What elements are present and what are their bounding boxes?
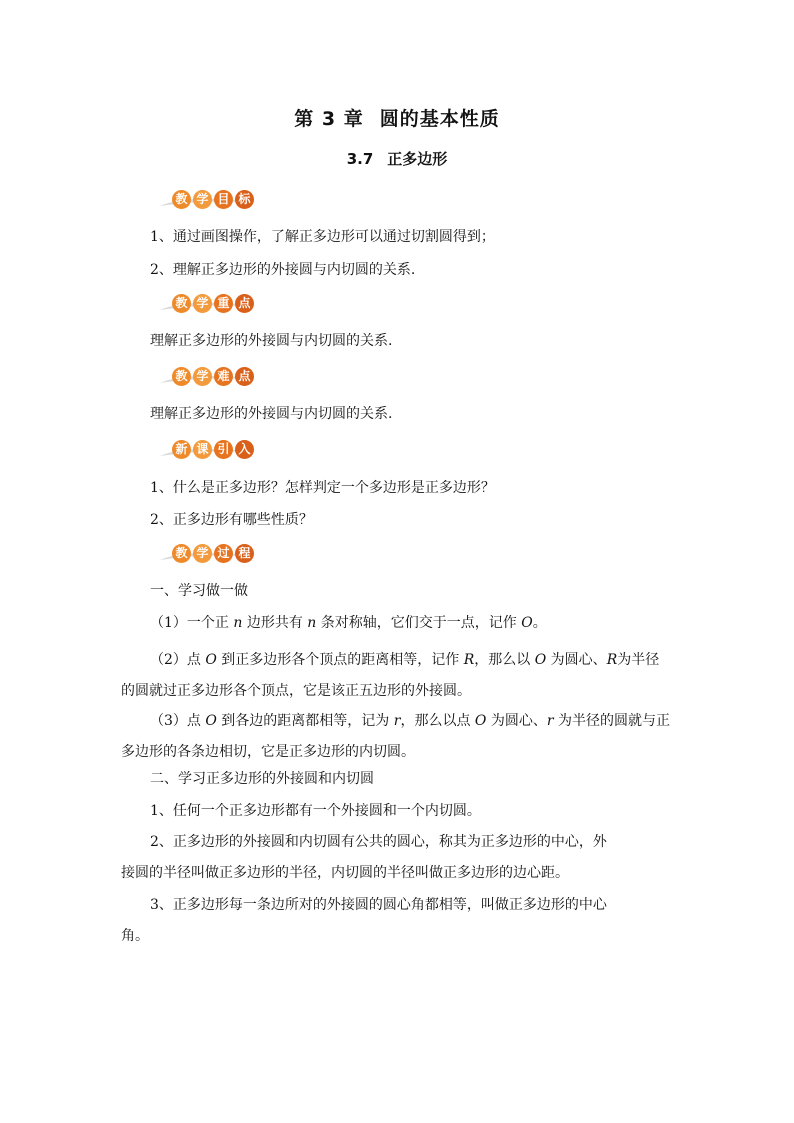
point-3-line1: 3、正多边形每一条边所对的外接圆的圆心角都相等，叫做正多边形的中心 (150, 897, 607, 913)
heading-char: 难 (214, 367, 233, 386)
point-1: 1、任何一个正多边形都有一个外接圆和一个内切圆。 (150, 803, 481, 819)
heading-char: 学 (193, 294, 212, 313)
heading-char: 教 (172, 190, 191, 209)
heading-char: 标 (235, 190, 254, 209)
intro-heading (158, 438, 254, 460)
process-heading (158, 542, 254, 564)
heading-char: 学 (193, 367, 212, 386)
heading-char: 重 (214, 294, 233, 313)
heading-char: 教 (172, 367, 191, 386)
key-points-heading (158, 292, 254, 314)
heading-char: 教 (172, 294, 191, 313)
point-3-line2: 角。 (121, 928, 149, 944)
heading-char: 过 (214, 544, 233, 563)
process-item-2: （2）点 O 到正多边形各个顶点的距离相等，记作 R，那么以 O 为圆心、R为半径的圆就过正多边形各个顶点，它是该正五边形的外接圆。 (121, 652, 660, 699)
heading-char: 引 (214, 440, 233, 459)
objective-item: 2、理解正多边形的外接圆与内切圆的关系. (150, 262, 416, 278)
objective-item: 1、通过画图操作，了解正多边形可以通过切割圆得到； (150, 229, 495, 245)
part2-title: 二、学习正多边形的外接圆和内切圆 (150, 771, 374, 787)
section-title (0, 148, 794, 169)
heading-char: 点 (235, 294, 254, 313)
heading-char: 课 (193, 440, 212, 459)
point-2-line2: 接圆的半径叫做正多边形的半径，内切圆的半径叫做正多边形的边心距。 (121, 865, 569, 881)
part1-title: 一、学习做一做 (150, 583, 248, 599)
key-point-text: 理解正多边形的外接圆与内切圆的关系. (150, 333, 393, 349)
process-item-1: （1）一个正 n 边形共有 n 条对称轴，它们交于一点，记作 O。 (150, 615, 547, 631)
intro-question: 1、什么是正多边形？怎样判定一个多边形是正多边形？ (150, 480, 495, 496)
difficulties-heading (158, 365, 254, 387)
heading-char: 新 (172, 440, 191, 459)
difficulty-text: 理解正多边形的外接圆与内切圆的关系. (150, 406, 393, 422)
heading-char: 教 (172, 544, 191, 563)
chapter-name: 圆的基本性质 (379, 108, 500, 130)
chapter-number: 第 3 章 (294, 108, 364, 130)
point-2-line1: 2、正多边形的外接圆和内切圆有公共的圆心，称其为正多边形的中心，外 (150, 834, 607, 850)
heading-char: 程 (235, 544, 254, 563)
chapter-title (0, 104, 794, 131)
intro-question: 2、正多边形有哪些性质？ (150, 512, 313, 528)
heading-char: 学 (193, 190, 212, 209)
heading-char: 学 (193, 544, 212, 563)
heading-char: 点 (235, 367, 254, 386)
section-name: 正多边形 (387, 150, 448, 168)
process-item-3: （3）点 O 到各边的距离都相等，记为 r，那么以点 O 为圆心、r 为半径的圆就与正多边形的各条边相切，它是正多边形的内切圆。 (121, 713, 670, 760)
objectives-heading (158, 188, 254, 210)
section-number: 3.7 (346, 150, 374, 168)
heading-char: 目 (214, 190, 233, 209)
heading-char: 入 (235, 440, 254, 459)
